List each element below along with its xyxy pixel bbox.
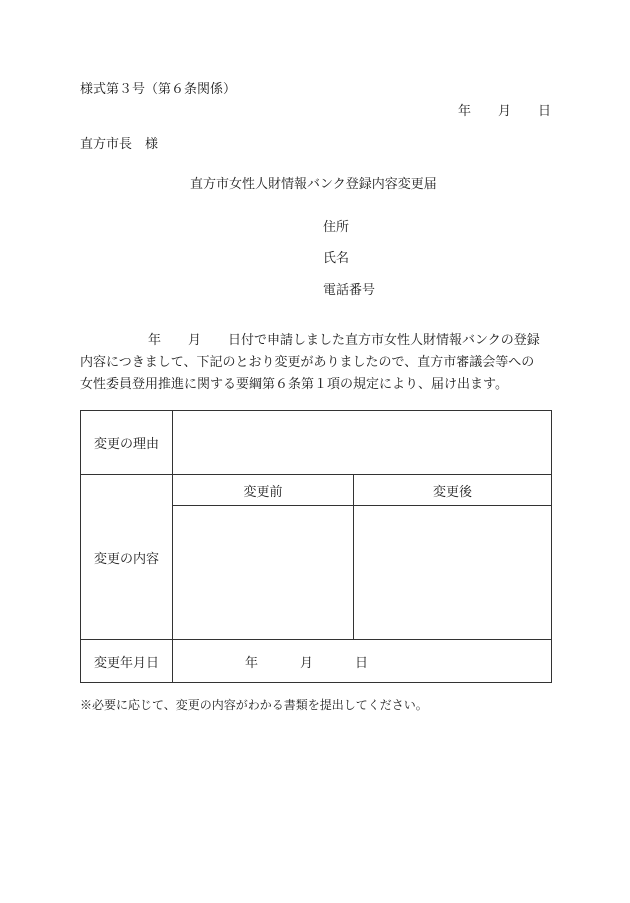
address-label: 住所	[323, 220, 350, 235]
phone-label: 電話番号	[323, 283, 376, 298]
body-year: 年	[148, 333, 162, 348]
change-date-field[interactable]	[173, 640, 552, 683]
body-month: 月	[188, 333, 202, 348]
body-line-2: 内容につきまして、下記のとおり変更がありましたので、直方市審議会等への	[80, 355, 535, 370]
date-month: 月	[498, 104, 512, 119]
date-year: 年	[458, 104, 472, 119]
change-date-year: 年	[245, 655, 259, 671]
date-day: 日	[538, 104, 552, 119]
before-field[interactable]	[173, 506, 354, 640]
submission-date	[458, 104, 551, 120]
after-field[interactable]	[354, 506, 552, 640]
footnote: ※必要に応じて、変更の内容がわかる書類を提出してください。	[80, 698, 428, 712]
body-line-1	[80, 330, 560, 352]
content-header-row	[81, 475, 552, 506]
body-line-1-text: 日付で申請しました直方市女性人財情報バンクの登録	[228, 333, 540, 348]
change-date-label: 変更年月日	[81, 640, 173, 683]
change-table	[80, 410, 552, 683]
addressee: 直方市長 様	[80, 137, 159, 152]
change-date-month: 月	[300, 655, 314, 671]
before-label: 変更前	[173, 475, 354, 506]
name-label: 氏名	[323, 251, 350, 266]
body-line-3: 女性委員登用推進に関する要綱第６条第１項の規定により、届け出ます。	[80, 377, 508, 392]
change-date-row	[81, 640, 552, 683]
reason-row	[81, 411, 552, 475]
reason-label: 変更の理由	[81, 411, 173, 475]
reason-field[interactable]	[173, 411, 552, 475]
body-paragraph	[80, 330, 560, 396]
content-label: 変更の内容	[81, 475, 173, 640]
change-date-day: 日	[355, 655, 369, 671]
form-number: 様式第３号（第６条関係）	[80, 82, 237, 97]
after-label: 変更後	[354, 475, 552, 506]
page-title: 直方市女性人財情報バンク登録内容変更届	[190, 177, 437, 192]
